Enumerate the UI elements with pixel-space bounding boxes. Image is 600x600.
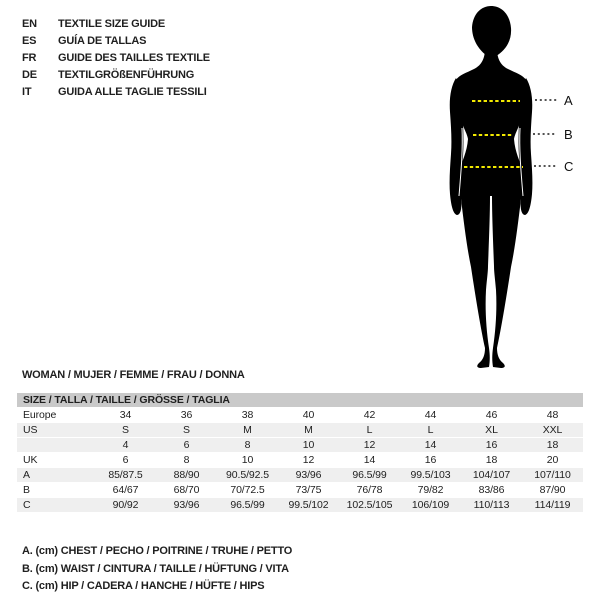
lang-code: FR [22, 51, 37, 64]
row-label: B [23, 484, 30, 496]
size-cell: 10 [302, 439, 315, 451]
lang-code: IT [22, 85, 32, 98]
lang-title: GUIDA ALLE TAGLIE TESSILI [58, 85, 207, 98]
lang-title: TEXTILGRÖßENFÜHRUNG [58, 68, 195, 81]
size-cell: 34 [119, 409, 132, 421]
waist-marker-label: B [564, 127, 573, 142]
size-cell: S [183, 424, 190, 436]
measure-cell: 79/82 [417, 484, 444, 496]
size-cell: 44 [424, 409, 437, 421]
size-cell: 6 [183, 439, 190, 451]
lang-title: TEXTILE SIZE GUIDE [58, 17, 166, 30]
size-table-header: SIZE / TALLA / TAILLE / GRÖSSE / TAGLIA [17, 393, 583, 407]
lang-title: GUIDE DES TAILLES TEXTILE [58, 51, 210, 64]
hip-marker-label: C [564, 159, 574, 174]
lang-row-de [22, 66, 210, 83]
size-cell: 14 [424, 439, 437, 451]
size-cell: S [122, 424, 129, 436]
chest-marker-label: A [564, 93, 573, 108]
measure-cell: 102.5/105 [346, 499, 393, 511]
size-cell: 38 [241, 409, 254, 421]
row-label: C [23, 499, 31, 511]
size-cell: 14 [363, 454, 376, 466]
size-cell: 48 [546, 409, 559, 421]
size-cell: 20 [546, 454, 559, 466]
legend-line-hip: C. (cm) HIP / CADERA / HANCHE / HÜFTE / HIPS [22, 580, 265, 592]
size-cell: 18 [546, 439, 559, 451]
measure-cell: 64/67 [112, 484, 139, 496]
size-cell: 12 [302, 454, 315, 466]
lang-row-en [22, 15, 210, 32]
size-cell: M [304, 424, 313, 436]
size-row-us-letter [17, 422, 583, 437]
measure-cell: 73/75 [295, 484, 322, 496]
measure-cell: 93/96 [173, 499, 200, 511]
measure-cell: 68/70 [173, 484, 200, 496]
measure-cell: 90.5/92.5 [226, 469, 269, 481]
size-cell: 12 [363, 439, 376, 451]
size-cell: 18 [485, 454, 498, 466]
lang-row-fr [22, 49, 210, 66]
size-table [17, 393, 583, 512]
size-cell: L [427, 424, 434, 436]
measure-cell: 99.5/103 [410, 469, 451, 481]
lang-code: EN [22, 17, 37, 30]
size-cell: XXL [542, 424, 563, 436]
measure-cell: 93/96 [295, 469, 322, 481]
row-label: Europe [23, 409, 57, 421]
row-label: UK [23, 454, 38, 466]
measure-cell: 99.5/102 [288, 499, 329, 511]
measure-cell: 90/92 [112, 499, 139, 511]
lang-code: DE [22, 68, 37, 81]
measure-cell: 85/87.5 [108, 469, 143, 481]
row-label [17, 438, 95, 452]
measure-cell: 110/113 [473, 499, 510, 511]
size-cell: 4 [122, 439, 129, 451]
size-cell: 46 [485, 409, 498, 421]
size-cell: L [366, 424, 373, 436]
size-cell: 8 [244, 439, 251, 451]
size-cell: XL [485, 424, 498, 436]
size-row-uk [17, 452, 583, 467]
size-cell: 36 [180, 409, 193, 421]
language-list [22, 15, 210, 100]
measure-cell: 104/107 [472, 469, 511, 481]
size-cell: 8 [183, 454, 190, 466]
measurement-legend [22, 543, 292, 596]
woman-silhouette-body [456, 48, 526, 368]
lang-title: GUÍA DE TALLAS [58, 34, 147, 47]
woman-silhouette-head [472, 6, 511, 56]
size-cell: 16 [485, 439, 498, 451]
legend-line-chest: A. (cm) CHEST / PECHO / POITRINE / TRUHE / PETTO [22, 545, 293, 557]
size-row-europe [17, 407, 583, 422]
size-cell: 6 [122, 454, 129, 466]
legend-line-waist: B. (cm) WAIST / CINTURA / TAILLE / HÜFTUNG / VITA [22, 562, 289, 575]
lang-row-it [22, 83, 210, 100]
size-cell: 16 [424, 454, 437, 466]
category-title: WOMAN / MUJER / FEMME / FRAU / DONNA [22, 369, 245, 381]
lang-code: ES [22, 34, 37, 47]
measure-row-b [17, 482, 583, 497]
lang-row-es [22, 32, 210, 49]
measure-row-a [17, 467, 583, 482]
measure-row-c [17, 497, 583, 512]
size-cell: 40 [302, 409, 315, 421]
size-cell: M [243, 424, 252, 436]
measure-cell: 114/119 [534, 499, 571, 511]
size-cell: 42 [363, 409, 376, 421]
measurement-figure [400, 0, 600, 380]
row-label: A [23, 469, 30, 481]
measure-cell: 76/78 [356, 484, 383, 496]
measure-cell: 107/110 [534, 469, 571, 481]
measure-cell: 70/72.5 [230, 484, 265, 496]
measure-cell: 83/86 [478, 484, 505, 496]
size-row-us-numeric [17, 437, 583, 452]
measure-cell: 96.5/99 [352, 469, 387, 481]
measure-cell: 96.5/99 [230, 499, 265, 511]
row-label: US [23, 424, 38, 436]
measure-cell: 88/90 [173, 469, 200, 481]
measure-cell: 106/109 [411, 499, 450, 511]
size-cell: 10 [241, 454, 254, 466]
measure-cell: 87/90 [539, 484, 566, 496]
